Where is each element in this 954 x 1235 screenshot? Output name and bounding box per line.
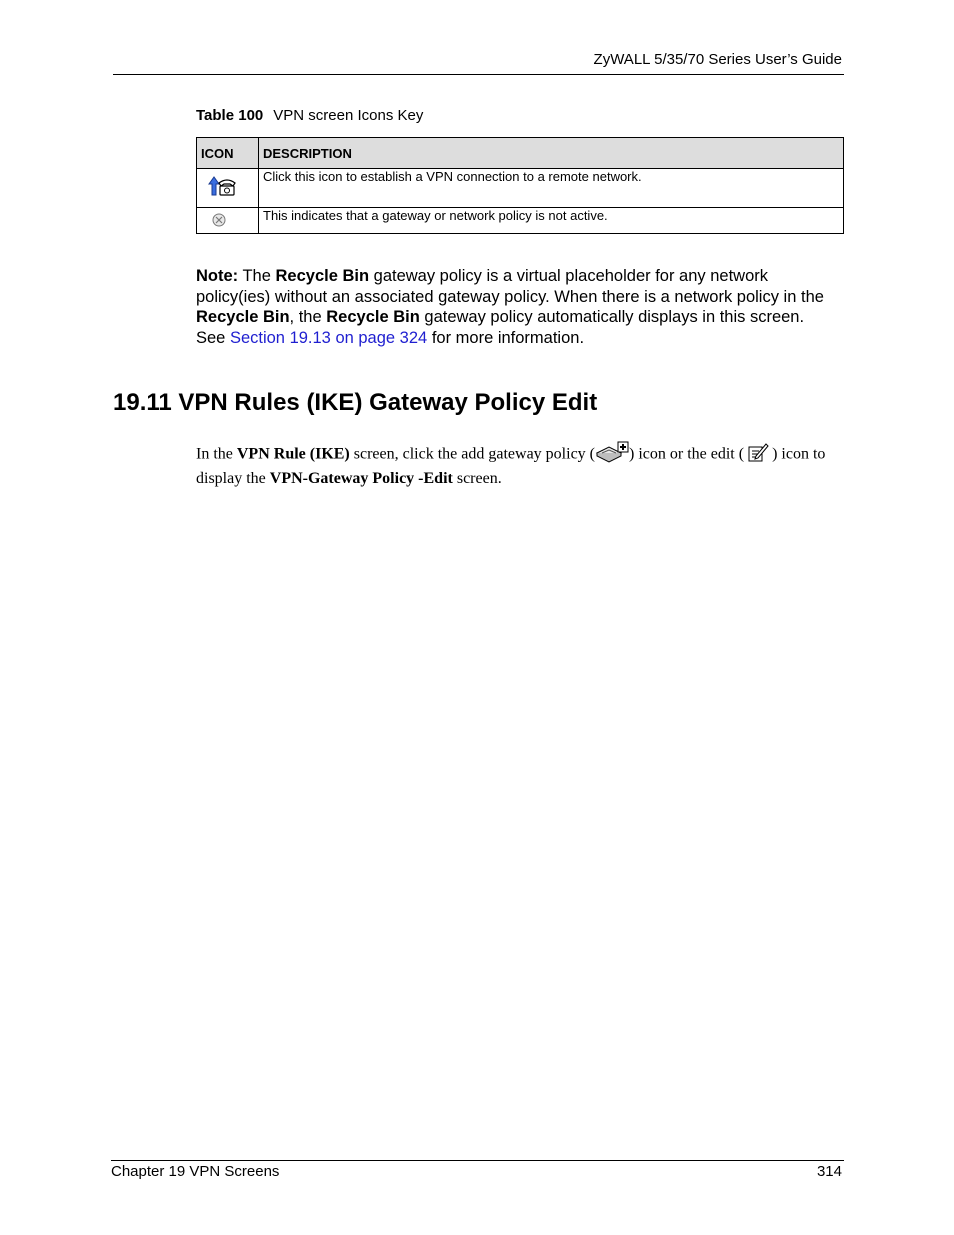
recycle-bin-term: Recycle Bin — [196, 308, 290, 326]
column-header-description: DESCRIPTION — [259, 138, 844, 169]
edit-icon — [747, 441, 769, 469]
page-number: 314 — [816, 1163, 842, 1180]
section-heading: 19.11 VPN Rules (IKE) Gateway Policy Edit — [113, 389, 598, 416]
note-text: , the — [289, 308, 322, 326]
note-label: Note: — [196, 267, 239, 285]
add-gateway-policy-icon — [595, 441, 629, 469]
note-text: gateway policy is a virtual placeholder for any network policy(ies) without an associated gateway policy. When there is a network policy in the — [196, 267, 824, 306]
note-paragraph — [196, 266, 836, 348]
note-text: for more information. — [431, 328, 585, 347]
table-caption — [196, 107, 423, 124]
note-text: gateway policy automatically displays in this screen. See — [196, 308, 805, 347]
vpn-rule-term: VPN Rule (IKE) — [236, 445, 350, 463]
row-description: This indicates that a gateway or network policy is not active. — [259, 208, 844, 234]
recycle-bin-term: Recycle Bin — [275, 267, 370, 285]
section-link[interactable]: Section 19.13 on page 324 — [229, 328, 428, 347]
table-row — [197, 169, 844, 208]
footer-chapter: Chapter 19 VPN Screens — [111, 1163, 280, 1180]
page-header — [113, 51, 844, 75]
guide-title: ZyWALL 5/35/70 Series User’s Guide — [593, 51, 842, 68]
note-text: The — [242, 267, 271, 285]
row-description: Click this icon to establish a VPN connection to a remote network. — [259, 169, 844, 208]
body-text: In the — [196, 445, 233, 463]
body-text: screen. — [456, 470, 502, 487]
page-footer — [111, 1160, 844, 1180]
icons-key-table — [196, 137, 844, 234]
body-text: screen, click the add gateway policy ( — [353, 445, 595, 463]
inactive-policy-icon — [212, 213, 226, 230]
body-paragraph — [196, 441, 846, 489]
gateway-policy-edit-term: VPN-Gateway Policy -Edit — [269, 470, 453, 487]
table-caption-label: Table 100 — [196, 107, 264, 124]
table-caption-text: VPN screen Icons Key — [273, 107, 424, 124]
body-text: ) icon to display the — [196, 445, 826, 487]
column-header-icon: ICON — [197, 138, 259, 169]
recycle-bin-term: Recycle Bin — [326, 308, 420, 326]
table-row — [197, 208, 844, 234]
vpn-connect-icon — [208, 175, 236, 200]
body-text: ) icon or the edit ( — [629, 445, 745, 463]
